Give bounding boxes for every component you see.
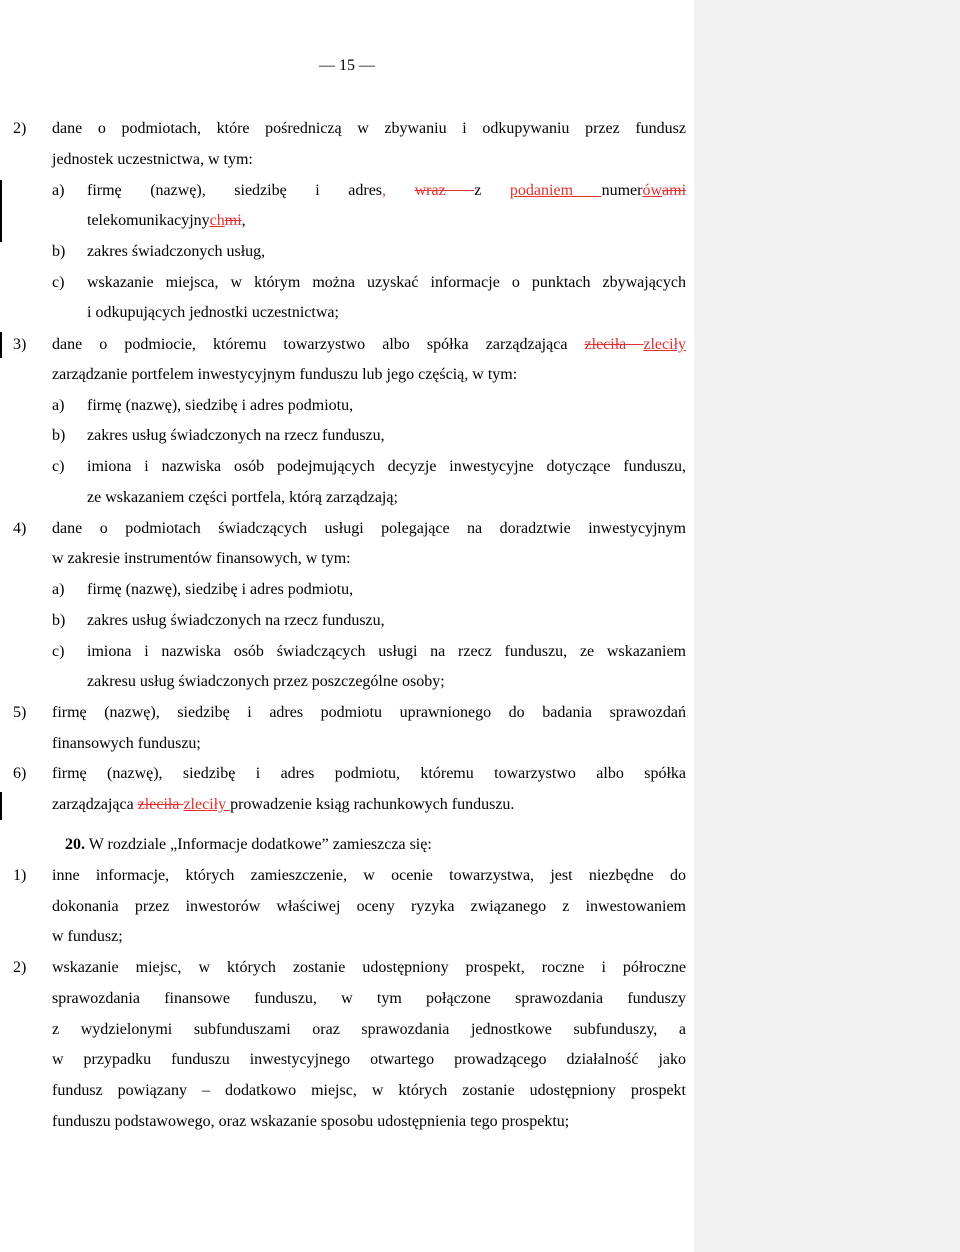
list-number: 4) <box>13 520 27 537</box>
text-line: dane o podmiocie, któremu towarzystwo albo spółka zarządzająca zleciła zleciły <box>52 336 687 353</box>
text-line: fundusz powiązany – dodatkowo miejsc, w których zostanie udostępniony prospekt <box>52 1082 686 1099</box>
text-line: w zakresie instrumentów finansowych, w tym: <box>52 550 351 567</box>
paragraph-number: 20. <box>65 836 85 853</box>
text-line: imiona i nazwiska osób świadczących usługi na rzecz funduszu, ze wskazaniem <box>87 643 686 660</box>
deleted-text: zleciła <box>137 796 184 813</box>
page-number: — 15 — <box>319 57 375 74</box>
text-line: zakres usług świadczonych na rzecz funduszu, <box>87 427 385 444</box>
inserted-text: ów <box>642 182 663 199</box>
text-line: inne informacje, których zamieszczenie, w ocenie towarzystwa, jest niezbędne do <box>52 867 686 884</box>
text-line: zakres usług świadczonych na rzecz funduszu, <box>87 612 385 629</box>
section-heading: 20. W rozdziale „Informacje dodatkowe” zamieszcza się: <box>65 836 432 853</box>
list-number: 3) <box>13 336 27 353</box>
inserted-text: podaniem <box>509 182 602 199</box>
list-number: 1) <box>13 867 27 884</box>
deleted-text: ami <box>662 182 687 199</box>
text-line: firmę (nazwę), siedzibę i adres podmiotu, <box>87 397 354 414</box>
list-number: 2) <box>13 120 27 137</box>
text-line: w przypadku funduszu inwestycyjnego otwartego prowadzącego działalność jako <box>52 1051 686 1068</box>
list-letter: b) <box>52 243 66 260</box>
text-line: zakres świadczonych usług, <box>87 243 266 260</box>
text-line: w fundusz; <box>52 928 123 945</box>
list-letter: b) <box>52 612 66 629</box>
list-number: 2) <box>13 959 27 976</box>
list-letter: c) <box>52 458 65 475</box>
list-letter: a) <box>52 581 65 598</box>
list-letter: a) <box>52 397 65 414</box>
list-number: 6) <box>13 765 27 782</box>
list-letter: c) <box>52 274 65 291</box>
text-line: telekomunikacyjnychmi, <box>87 212 246 229</box>
text-line: wskazanie miejsc, w których zostanie udostępniony prospekt, roczne i półroczne <box>52 959 686 976</box>
list-letter: b) <box>52 427 66 444</box>
change-bar <box>0 180 2 242</box>
change-bar <box>0 332 2 358</box>
change-bar <box>0 792 2 820</box>
text-line: jednostek uczestnictwa, w tym: <box>52 151 253 168</box>
text-line: z wydzielonymi subfunduszami oraz sprawozdania jednostkowe subfunduszy, a <box>52 1021 686 1038</box>
inserted-text: zleciły <box>183 796 231 813</box>
text-line: zarządzanie portfelem inwestycyjnym funduszu lub jego częścią, w tym: <box>52 366 518 383</box>
deleted-text: zleciła <box>584 336 644 353</box>
list-letter: c) <box>52 643 65 660</box>
deleted-text: wraz <box>414 182 475 199</box>
text-line: firmę (nazwę), siedzibę i adres, wraz z podaniem numerówami <box>87 182 687 199</box>
inserted-text: , <box>382 182 387 199</box>
text-line: dokonania przez inwestorów właściwej oceny ryzyka związanego z inwestowaniem <box>52 898 686 915</box>
text-line: sprawozdania finansowe funduszu, w tym połączone sprawozdania funduszy <box>52 990 686 1007</box>
list-letter: a) <box>52 182 65 199</box>
text-line: ze wskazaniem części portfela, którą zarządzają; <box>87 489 398 506</box>
inserted-text: zleciły <box>643 336 687 353</box>
deleted-text: mi <box>224 212 242 229</box>
text-line: firmę (nazwę), siedzibę i adres podmiotu, któremu towarzystwo albo spółka <box>52 765 686 782</box>
text-line: i odkupujących jednostki uczestnictwa; <box>87 304 339 321</box>
text-line: firmę (nazwę), siedzibę i adres podmiotu, <box>87 581 354 598</box>
inserted-text: ch <box>209 212 225 229</box>
text-line: dane o podmiotach, które pośredniczą w zbywaniu i odkupywaniu przez fundusz <box>52 120 686 137</box>
text-line: finansowych funduszu; <box>52 735 201 752</box>
text-line: funduszu podstawowego, oraz wskazanie sposobu udostępnienia tego prospektu; <box>52 1113 570 1130</box>
text-line: wskazanie miejsca, w którym można uzyskać informacje o punktach zbywających <box>87 274 686 291</box>
text-line: zakresu usług świadczonych przez poszczególne osoby; <box>87 673 445 690</box>
comment-margin-pane <box>694 0 960 1252</box>
list-number: 5) <box>13 704 27 721</box>
text-line: imiona i nazwiska osób podejmujących decyzje inwestycyjne dotyczące funduszu, <box>87 458 686 475</box>
text-line: dane o podmiotach świadczących usługi polegające na doradztwie inwestycyjnym <box>52 520 686 537</box>
text-line: firmę (nazwę), siedzibę i adres podmiotu uprawnionego do badania sprawozdań <box>52 704 686 721</box>
text-line: zarządzająca zleciła zleciły prowadzenie ksiąg rachunkowych funduszu. <box>52 796 515 813</box>
